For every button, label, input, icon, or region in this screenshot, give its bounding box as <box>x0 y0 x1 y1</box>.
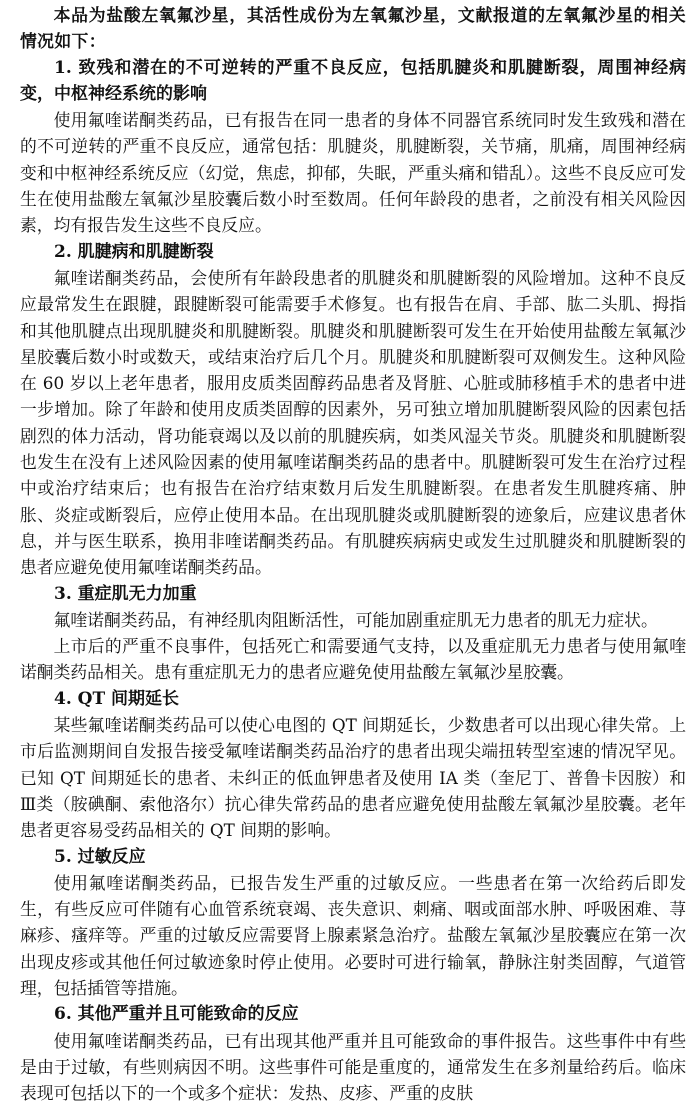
section-6-paragraph-1: 使用氟喹诺酮类药品，已有出现其他严重并且可能致命的事件报告。这些事件中有些是由于过敏，有些则病因不明。这些事件可能是重度的，通常发生在多剂量给药后。临床表现可包括以下的一个或多个症状：发热、皮疹、严重的皮肤 <box>20 1030 686 1104</box>
section-2 <box>20 239 686 581</box>
section-3-paragraph-1: 氟喹诺酮类药品，有神经肌肉阻断活性，可能加剧重症肌无力患者的肌无力症状。 <box>53 609 658 630</box>
section-4 <box>20 686 686 844</box>
section-4-heading: 4. QT 间期延长 <box>54 688 180 709</box>
section-1-paragraph-1: 使用氟喹诺酮类药品，已有报告在同一患者的身体不同器官系统同时发生致残和潜在的不可逆转的严重不良反应，通常包括：肌腱炎，肌腱断裂，关节痛，肌痛，周围神经病变和中枢神经系统反应（幻觉，焦虑，抑郁，失眠，严重头痛和错乱）。这些不良反应可发生在使用盐酸左氧氟沙星胶囊后数小时至数周。任何年龄段的患者，之前没有相关风险因素，均有报告发生这些不良反应。 <box>20 110 686 236</box>
section-1-heading: 1. 致残和潜在的不可逆转的严重不良反应，包括肌腱炎和肌腱断裂，周围神经病变，中枢神经系统的影响 <box>20 57 686 104</box>
section-5 <box>20 844 686 1002</box>
section-4-paragraph-1: 某些氟喹诺酮类药品可以使心电图的 QT 间期延长，少数患者可以出现心律失常。上市后监测期间自发报告接受氟喹诺酮类药品治疗的患者出现尖端扭转型室速的情况罕见。已知 QT 间期延长的患者、未纠正的低血钾患者及使用 IA 类（奎尼丁、普鲁卡因胺）和Ⅲ类（胺碘酮、索他洛尔）抗心律失常药品的患者应避免使用盐酸左氧氟沙星胶囊。老年患者更容易受药品相关的 QT 间期的影响。 <box>20 715 686 841</box>
section-5-heading: 5. 过敏反应 <box>54 846 146 867</box>
section-2-paragraph-1: 氟喹诺酮类药品，会使所有年龄段患者的肌腱炎和肌腱断裂的风险增加。这种不良反应最常发生在跟腱，跟腱断裂可能需要手术修复。也有报告在肩、手部、肱二头肌、拇指和其他肌腱点出现肌腱炎和肌腱断裂。肌腱炎和肌腱断裂可发生在开始使用盐酸左氧氟沙星胶囊后数小时或数天，或结束治疗后几个月。肌腱炎和肌腱断裂可双侧发生。这种风险在 60 岁以上老年患者，服用皮质类固醇药品患者及肾脏、心脏或肺移植手术的患者中进一步增加。除了年龄和使用皮质类固醇的因素外，另可独立增加肌腱断裂风险的因素包括剧烈的体力活动，肾功能衰竭以及以前的肌腱疾病，如类风湿关节炎。肌腱炎和肌腱断裂也发生在没有上述风险因素的使用氟喹诺酮类药品的患者中。肌腱断裂可发生在治疗过程中或治疗结束后；也有报告在治疗结束数月后发生肌腱断裂。在患者发生肌腱疼痛、肿胀、炎症或断裂后，应停止使用本品。在出现肌腱炎或肌腱断裂的迹象后，应建议患者休息，并与医生联系，换用非喹诺酮类药品。有肌腱疾病病史或发生过肌腱炎和肌腱断裂的患者应避免使用氟喹诺酮类药品。 <box>20 267 686 578</box>
section-3 <box>20 581 686 686</box>
section-3-heading: 3. 重症肌无力加重 <box>54 583 197 604</box>
section-5-paragraph-1: 使用氟喹诺酮类药品，已报告发生严重的过敏反应。一些患者在第一次给药后即发生，有些反应可伴随有心血管系统衰竭、丧失意识、刺痛、咽或面部水肿、呼吸困难、荨麻疹、瘙痒等。严重的过敏反应需要肾上腺素紧急治疗。盐酸左氧氟沙星胶囊应在第一次出现皮疹或其他任何过敏迹象时停止使用。必要时可进行输氧，静脉注射类固醇，气道管理，包括插管等措施。 <box>20 872 686 998</box>
section-6-heading: 6. 其他严重并且可能致命的反应 <box>54 1004 299 1025</box>
section-2-heading: 2. 肌腱病和肌腱断裂 <box>54 241 214 262</box>
section-3-paragraph-2: 上市后的严重不良事件，包括死亡和需要通气支持，以及重症肌无力患者与使用氟喹诺酮类药品相关。患有重症肌无力的患者应避免使用盐酸左氧氟沙星胶囊。 <box>20 636 686 683</box>
intro-paragraph: 本品为盐酸左氧氟沙星，其活性成份为左氧氟沙星，文献报道的左氧氟沙星的相关情况如下： <box>20 5 686 52</box>
section-1 <box>20 55 686 239</box>
section-6 <box>20 1001 686 1105</box>
